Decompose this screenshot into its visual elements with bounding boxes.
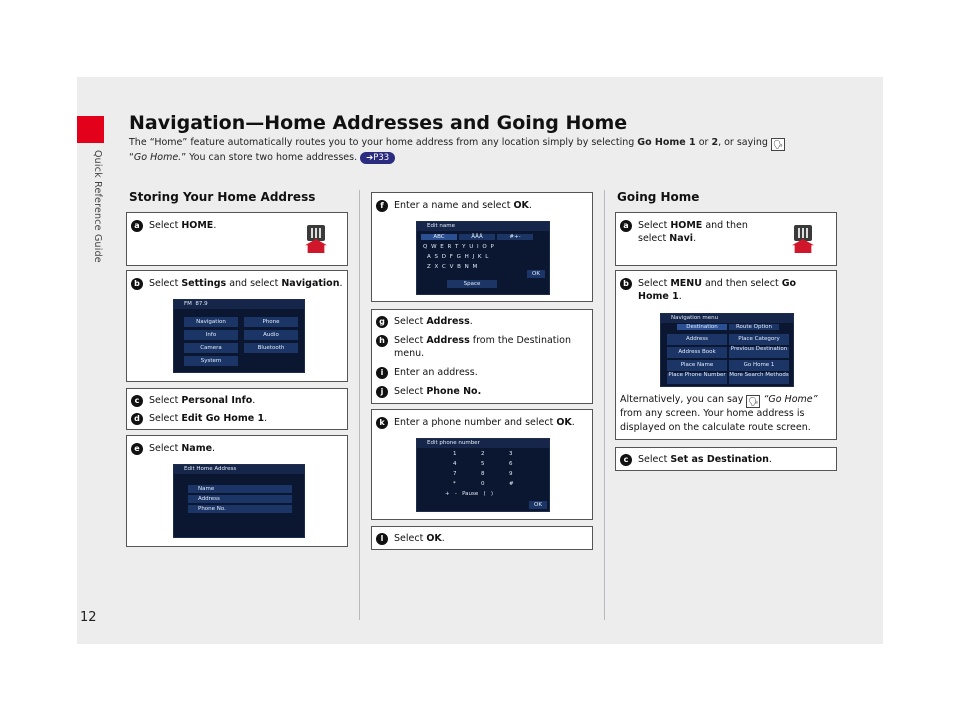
home-button-icon	[305, 225, 327, 253]
keyboard-row[interactable]: Z X C V B N M	[427, 264, 479, 270]
nav-menu-item-go-home[interactable]: Go Home 1	[729, 360, 789, 371]
space-key[interactable]: Space	[447, 280, 497, 288]
edit-home-item[interactable]: Name	[188, 485, 292, 493]
step-i: i Enter an address.	[376, 366, 478, 379]
storing-section-title: Storing Your Home Address	[129, 190, 316, 204]
step-b: b Select Settings and select Navigation.	[131, 277, 342, 290]
storing-step-b-box	[126, 270, 348, 382]
side-section-title: Quick Reference Guide	[92, 150, 103, 263]
nav-menu-item[interactable]: Place Phone Number	[667, 373, 727, 384]
page-number: 12	[80, 610, 97, 625]
step-l: l Select OK.	[376, 532, 445, 545]
keyboard-row[interactable]: Q W E R T Y U I O P	[423, 244, 495, 250]
settings-item[interactable]: Info	[184, 330, 238, 340]
page-reference-link[interactable]: ➔P33	[360, 152, 395, 164]
settings-item[interactable]: Camera	[184, 343, 238, 353]
step-h: h Select Address from the Destination	[376, 334, 571, 347]
going-step-c-box	[615, 447, 837, 471]
ok-key[interactable]: OK	[527, 270, 545, 278]
edit-phone-screen: Edit phone number 1 2 3 4 5 6 7 8 9 * 0 # + - Pause ( ) OK	[416, 438, 550, 512]
edit-home-item[interactable]: Phone No.	[188, 505, 292, 513]
column-divider	[604, 190, 605, 620]
step-g: g Select Address.	[376, 315, 473, 328]
column-divider	[359, 190, 360, 620]
keyboard-row[interactable]: A S D F G H J K L	[427, 254, 490, 260]
edit-home-item[interactable]: Address	[188, 495, 292, 503]
settings-item[interactable]: System	[184, 356, 238, 366]
going-step-a-box: a Select HOME and then select Navi.	[615, 212, 837, 266]
nav-menu-item[interactable]: Place Category	[729, 334, 789, 345]
talk-button-icon: 🗣	[748, 397, 759, 406]
step-e: e Select Name.	[131, 442, 215, 455]
ok-key[interactable]: OK	[529, 501, 547, 509]
step-c: c Select Personal Info.	[131, 394, 255, 407]
going-step-b-box: b Select MENU and then select Go Home 1. Navigation menu Destination Route Option Address Place Category Address Book Previous Destination Place Name Go Home 1 Place Phone Number More Search Methods Alternatively, you can say 🗣 “Go Home” from any screen. Your home address is displayed on the calculate route screen.	[615, 270, 837, 440]
step-j: j Select Phone No.	[376, 385, 481, 398]
storing-step-cd-box	[126, 388, 348, 430]
intro-paragraph: The “Home” feature automatically routes you to your home address from any location simply by selecting Go Home 1 or 2, or saying 🗣 “Go Home.” You can store two home addresses. ➔P33	[129, 137, 784, 163]
settings-item[interactable]: Bluetooth	[244, 343, 298, 353]
edit-home-address-screen: Edit Home Address Name Address Phone No.	[173, 464, 305, 538]
going-home-section-title: Going Home	[617, 190, 700, 204]
step-f-box	[371, 192, 593, 302]
going-step-c: c Select Set as Destination.	[620, 453, 772, 466]
home-button-icon	[792, 225, 814, 253]
step-g-to-j-box: g Select Address. h Select Address from the Destination menu. i Enter an address. j Select Phone No.	[371, 309, 593, 404]
settings-item[interactable]: Audio	[244, 330, 298, 340]
step-d: d Select Edit Go Home 1.	[131, 412, 267, 425]
going-step-b: b Select MENU and then select Go	[620, 277, 796, 290]
section-tab-marker	[77, 116, 104, 143]
settings-item[interactable]: Phone	[244, 317, 298, 327]
edit-name-screen: Edit name ABC ÄÂÂ #+- Q W E R T Y U I O P A S D F G H J K L Z X C V B N M Space OK	[416, 221, 550, 295]
nav-menu-item[interactable]: More Search Methods	[729, 373, 789, 384]
storing-step-e-box	[126, 435, 348, 547]
step-k: k Enter a phone number and select OK.	[376, 416, 575, 429]
settings-item[interactable]: Navigation	[184, 317, 238, 327]
step-a: a Select HOME.	[131, 219, 216, 232]
alternative-text: Alternatively, you can say 🗣 “Go Home”	[620, 394, 818, 406]
step-k-box	[371, 409, 593, 520]
page-title: Navigation—Home Addresses and Going Home	[129, 112, 628, 134]
nav-menu-item[interactable]: Previous Destination	[729, 347, 789, 358]
navigation-menu-screen: Navigation menu Destination Route Option Address Place Category Address Book Previous Destination Place Name Go Home 1 Place Phone Number More Search Methods	[660, 313, 794, 387]
talk-button-icon: 🗣	[772, 140, 784, 149]
going-step-a: a Select HOME and then	[620, 219, 748, 232]
storing-step-a-box	[126, 212, 348, 266]
settings-screen: FM 87.9 Navigation Phone Info Audio Camera Bluetooth System	[173, 299, 305, 373]
nav-menu-item[interactable]: Address Book	[667, 347, 727, 358]
step-l-box	[371, 526, 593, 550]
nav-menu-item[interactable]: Address	[667, 334, 727, 345]
nav-menu-item[interactable]: Place Name	[667, 360, 727, 371]
step-f: f Enter a name and select OK.	[376, 199, 532, 212]
